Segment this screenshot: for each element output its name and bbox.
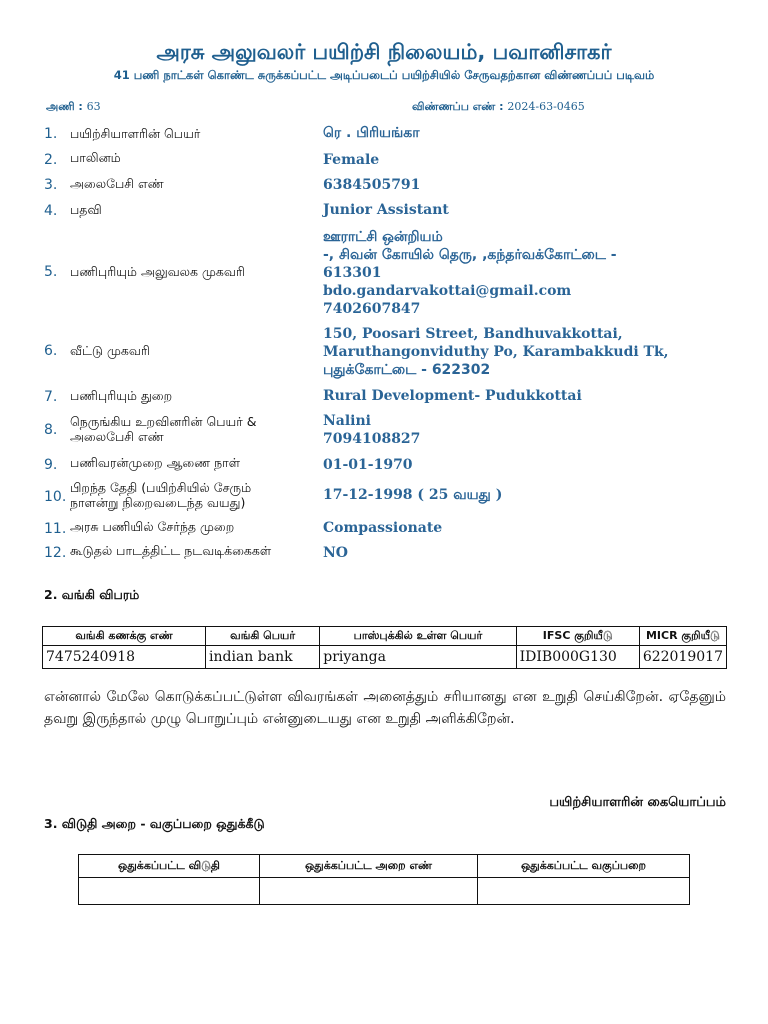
field-number: 10. <box>44 489 67 505</box>
column-header: ஒதுக்கப்பட்ட வகுப்பறை <box>478 855 690 878</box>
field-number: 7. <box>44 389 58 405</box>
field-label: அலைபேசி எண் <box>70 176 164 191</box>
ifsc-code: IDIB000G130 <box>516 646 639 669</box>
passbook-name: priyanga <box>320 646 516 669</box>
application-label: விண்ணப்ப எண் : <box>412 100 504 113</box>
column-header: பாஸ்புக்கில் உள்ள பெயர் <box>320 627 516 646</box>
address-line: -, சிவன் கோயில் தெரு, ,கந்தர்வக்கோட்டை - <box>323 247 617 263</box>
field-label <box>70 480 310 510</box>
field-value: 01-01-1970 <box>323 457 413 473</box>
field-label: பணிவரன்முறை ஆணை நாள் <box>70 455 240 470</box>
field-label: பணிபுரியும் துறை <box>70 388 173 403</box>
batch-label: அணி : <box>46 100 83 113</box>
address-line: Maruthangonviduthy Po, Karambakkudi Tk, <box>323 344 669 360</box>
email-line: bdo.gandarvakottai@gmail.com <box>323 283 572 299</box>
account-number: 7475240918 <box>43 646 206 669</box>
table-row <box>43 646 727 669</box>
signature-label: பயிற்சியாளரின் கையொப்பம் <box>549 795 726 810</box>
hostel-cell[interactable] <box>79 878 260 905</box>
table-header-row <box>79 855 690 878</box>
field-number: 11. <box>44 521 67 537</box>
field-value: 6384505791 <box>323 177 421 193</box>
field-number: 3. <box>44 177 58 193</box>
room-allotment-table <box>78 854 690 905</box>
page-subtitle: 41 பணி நாட்கள் கொண்ட சுருக்கப்பட்ட அடிப்படைப் பயிற்சியில் சேருவதற்கான விண்ணப்பப் படிவம் <box>113 68 655 82</box>
field-value <box>323 228 723 318</box>
address-line: 613301 <box>323 265 382 281</box>
room-section-title: 3. விடுதி அறை - வகுப்பறை ஒதுக்கீடு <box>44 816 265 831</box>
bank-table <box>42 626 727 669</box>
field-number: 9. <box>44 457 58 473</box>
column-header: ஒதுக்கப்பட்ட அறை எண் <box>260 855 478 878</box>
phone-line: 7402607847 <box>323 301 421 317</box>
field-label: கூடுதல் பாடத்திட்ட நடவடிக்கைகள் <box>70 543 272 558</box>
field-label <box>70 414 310 444</box>
field-number: 6. <box>44 343 58 359</box>
field-value <box>323 325 723 379</box>
label-line: நெருங்கிய உறவினரின் பெயர் & <box>70 414 257 429</box>
field-number: 12. <box>44 545 67 561</box>
batch-value: 63 <box>86 100 101 113</box>
field-label: பயிற்சியாளரின் பெயர் <box>70 126 201 141</box>
relative-name: Nalini <box>323 413 372 429</box>
column-header: வங்கி கணக்கு எண் <box>43 627 206 646</box>
field-value: Junior Assistant <box>323 202 449 218</box>
field-value: Rural Development- Pudukkottai <box>323 388 582 404</box>
micr-code: 622019017 <box>639 646 726 669</box>
address-line: ஊராட்சி ஒன்றியம் <box>323 229 443 245</box>
batch-info <box>46 100 101 115</box>
column-header: ஒதுக்கப்பட்ட விடுதி <box>79 855 260 878</box>
field-number: 8. <box>44 422 58 438</box>
field-number: 5. <box>44 264 58 280</box>
field-label: அரசு பணியில் சேர்ந்த முறை <box>70 519 235 534</box>
address-line: புதுக்கோட்டை - 622302 <box>323 362 491 378</box>
field-number: 1. <box>44 126 58 142</box>
field-number: 2. <box>44 152 58 168</box>
field-value: NO <box>323 545 348 561</box>
classroom-cell[interactable] <box>478 878 690 905</box>
bank-name: indian bank <box>206 646 320 669</box>
bank-section-title: 2. வங்கி விபரம் <box>44 587 140 602</box>
field-label: பணிபுரியும் அலுவலக முகவரி <box>70 264 245 279</box>
address-line: 150, Poosari Street, Bandhuvakkottai, <box>323 326 623 342</box>
column-header: MICR குறியீடு <box>639 627 726 646</box>
field-value: Female <box>323 152 380 168</box>
label-line: பிறந்த தேதி (பயிற்சியில் சேரும் <box>70 480 252 495</box>
column-header: IFSC குறியீடு <box>516 627 639 646</box>
field-label: வீட்டு முகவரி <box>70 343 150 358</box>
declaration-text: என்னால் மேலே கொடுக்கப்பட்டுள்ள விவரங்கள் அனைத்தும் சரியானது என உறுதி செய்கிறேன். ஏதேனும் தவறு இருந்தால் முழு பொறுப்பும் என்னுடையது என உறுதி அளிக்கிறேன். <box>44 689 726 727</box>
table-header-row <box>43 627 727 646</box>
field-value: ரெ . பிரியங்கா <box>323 125 420 141</box>
field-value: 17-12-1998 ( 25 வயது ) <box>323 487 503 503</box>
column-header: வங்கி பெயர் <box>206 627 320 646</box>
field-value: Compassionate <box>323 520 443 536</box>
label-line: அலைபேசி எண் <box>70 429 164 444</box>
page-title: அரசு அலுவலர் பயிற்சி நிலையம், பவானிசாகர் <box>156 40 612 64</box>
field-label: பதவி <box>70 202 102 217</box>
application-value: 2024-63-0465 <box>507 100 585 113</box>
label-line: நாளன்று நிறைவடைந்த வயது) <box>70 495 246 510</box>
field-label: பாலினம் <box>70 150 121 165</box>
room-number-cell[interactable] <box>260 878 478 905</box>
relative-phone: 7094108827 <box>323 431 421 447</box>
table-row <box>79 878 690 905</box>
field-value <box>323 412 723 448</box>
field-number: 4. <box>44 203 58 219</box>
application-number <box>412 100 585 115</box>
